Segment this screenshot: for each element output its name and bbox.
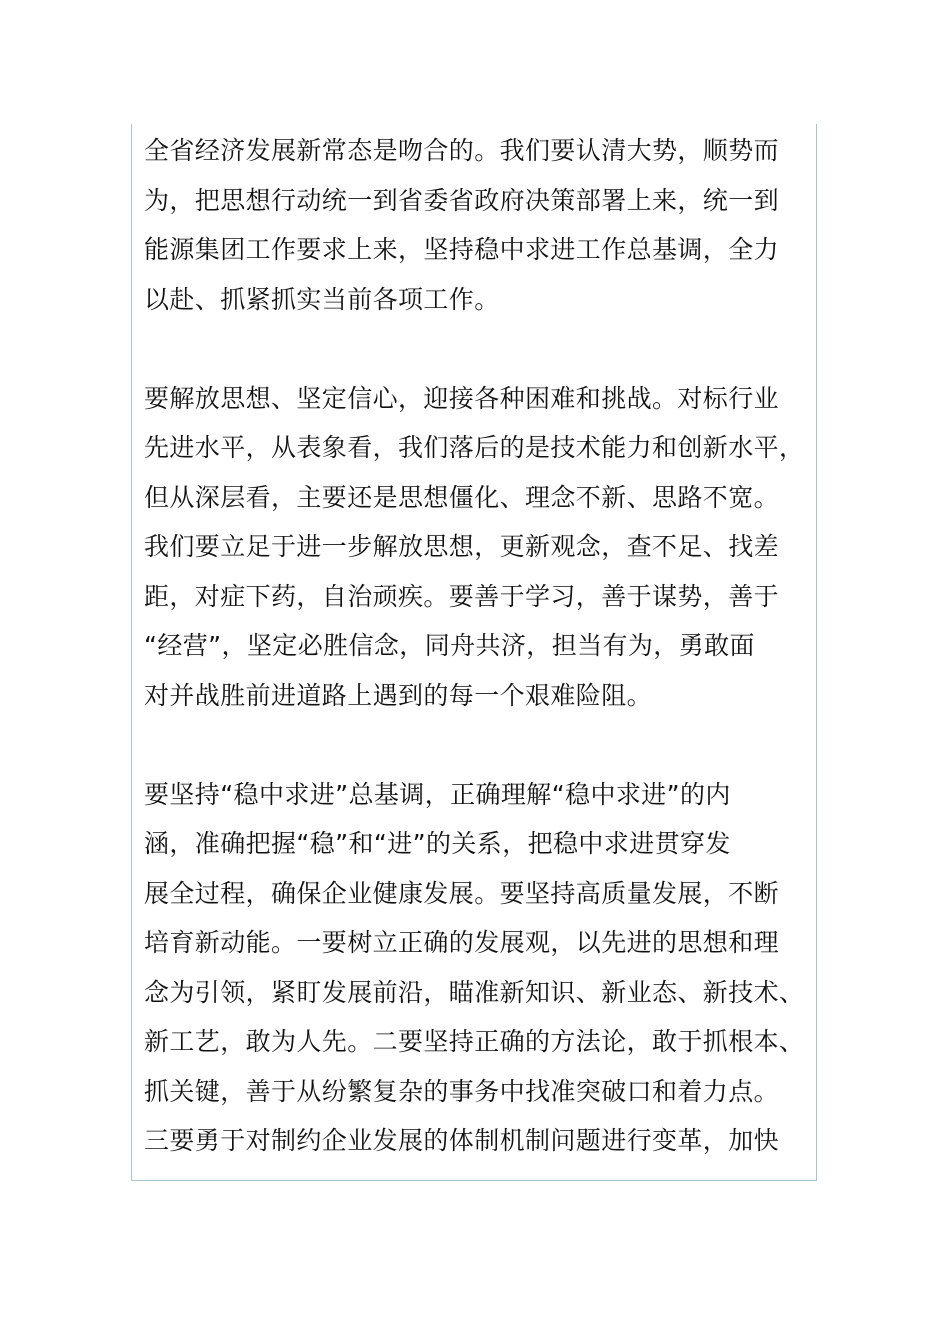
text-line: 距，对症下药，自治顽疾。要善于学习，善于谋势，善于 [144,581,780,611]
paragraph-3 [144,770,805,1166]
text-line: 先进水平，从表象看，我们落后的是技术能力和创新水平， [144,433,805,462]
text-line: 对并战胜前进道路上遇到的每一个艰难险阻。 [144,680,653,710]
text-line: 抓关键，善于从纷繁复杂的事务中找准突破口和着力点。 [144,1076,780,1106]
text-line: 以赴、抓紧抓实当前各项工作。 [144,284,500,314]
text-line: “经营”，坚定必胜信念，同舟共济，担当有为，勇敢面 [144,631,755,660]
text-line: 培育新动能。一要树立正确的发展观，以先进的思想和理 [144,928,780,957]
text-line: 三要勇于对制约企业发展的体制机制问题进行变革，加快 [144,1126,780,1155]
text-line: 新工艺，敢为人先。二要坚持正确的方法论，敢于抓根本、 [144,1027,805,1056]
paragraph-1 [144,126,799,324]
document-body [144,126,805,1166]
paragraph-spacer [144,324,799,374]
text-line: 能源集团工作要求上来，坚持稳中求进工作总基调，全力 [144,235,780,264]
paragraph-spacer [144,720,799,770]
text-line: 涵，准确把握“稳”和“进”的关系，把稳中求进贯穿发 [144,829,731,858]
text-line: 但从深层看，主要还是思想僵化、理念不新、思路不宽。 [144,482,780,512]
paragraph-2 [144,374,805,721]
text-line: 要解放思想、坚定信心，迎接各种困难和挑战。对标行业 [144,383,780,413]
text-line: 为，把思想行动统一到省委省政府决策部署上来，统一到 [144,185,780,215]
text-line: 要坚持“稳中求进”总基调，正确理解“稳中求进”的内 [144,779,731,809]
text-line: 全省经济发展新常态是吻合的。我们要认清大势，顺势而 [144,136,780,165]
text-line: 念为引领，紧盯发展前沿，瞄准新知识、新业态、新技术、 [144,977,805,1007]
text-line: 展全过程，确保企业健康发展。要坚持高质量发展，不断 [144,878,780,908]
text-line: 我们要立足于进一步解放思想，更新观念，查不足、找差 [144,532,780,561]
